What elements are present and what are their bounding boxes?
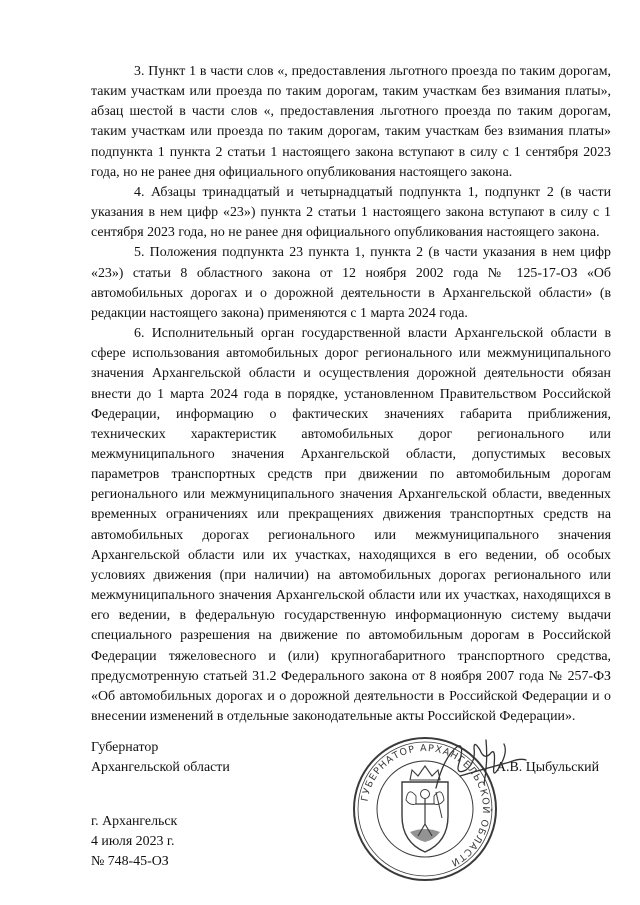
governor-title-line1: Губернатор: [91, 740, 159, 755]
place-city: г. Архангельск: [91, 814, 178, 829]
paragraph-4: 4. Абзацы тринадцатый и четырнадцатый подпункта 1, подпункт 2 (в части указания в нем цифр «23») пункта 2 статьи 1 настоящего закона вступают в силу с 1 сентября 2023 года, но не ранее дня официального опубликования настоящего закона.: [91, 184, 611, 241]
governor-name: А.В. Цыбульский: [496, 760, 599, 775]
paragraph-5: 5. Положения подпункта 23 пункта 1, пункта 2 (в части указания в нем цифр «23») статьи 8 областного закона от 12 ноября 2002 года № 125-17-ОЗ «Об автомобильных дорогах и о дорожной деятельности в Архангельской области» (в редакции настоящего закона) применяются с 1 марта 2024 года.: [91, 245, 611, 321]
document-body: [91, 62, 611, 727]
paragraph-3: 3. Пункт 1 в части слов «, предоставления льготного проезда по таким дорогам, таким участкам или проезда по таким дорогам, таким участкам без взимания платы», абзац шестой в части слов «, предоставления льготного проезда по таким дорогам, таким участкам или проезда по таким дорогам, таким участкам без взимания платы» подпункта 1 пункта 2 статьи 1 настоящего закона вступают в силу с 1 сентября 2023 года, но не ранее дня официального опубликования настоящего закона.: [91, 64, 611, 180]
place-date: 4 июля 2023 г.: [91, 834, 175, 849]
handwritten-signature-icon: [430, 736, 530, 796]
law-number: № 748-45-ОЗ: [91, 854, 169, 869]
svg-text:ГУБЕРНАТОР АРХАНГЕЛЬСКОЙ ОБЛАС: ГУБЕРНАТОР АРХАНГЕЛЬСКОЙ ОБЛАСТИ: [359, 742, 492, 869]
place-date-number: [91, 812, 177, 872]
governor-title-line2: Архангельской области: [91, 760, 230, 775]
governor-title: [91, 738, 230, 778]
paragraph-6: 6. Исполнительный орган государственной власти Архангельской области в сфере использования автомобильных дорог регионального или межмуниципального значения Архангельской области и осуществления дорожной деятельности обязан внести до 1 марта 2024 года в порядке, установленном Правительством Российской Федерации, информацию о фактических значениях габарита приближения, технических характеристик автомобильных дорог регионального или межмуниципального значения Архангельской области, допустимых весовых параметров транспортных средств при движении по автомобильным дорогам регионального или межмуниципального значения Архангельской области, введенных временных ограничениях или прекращениях движения транспортных средств на автомобильных дорогах регионального или межмуниципального значения Архангельской области или их участках, находящихся в его ведении, об особых условиях движения (при наличии) на автомобильных дорогах регионального или межмуниципального значения Архангельской области или их участках, находящихся в его ведении, в федеральную государственную информационную систему выдачи специального разрешения на движение по автомобильным дорогам в Российской Федерации тяжеловесного и (или) крупногабаритного транспортного средства, предусмотренную статьей 31.2 Федерального закона от 8 ноября 2007 года № 257-ФЗ «Об автомобильных дорогах и о дорожной деятельности в Российской Федерации и о внесении изменений в отдельные законодательные акты Российской Федерации».: [91, 326, 611, 724]
